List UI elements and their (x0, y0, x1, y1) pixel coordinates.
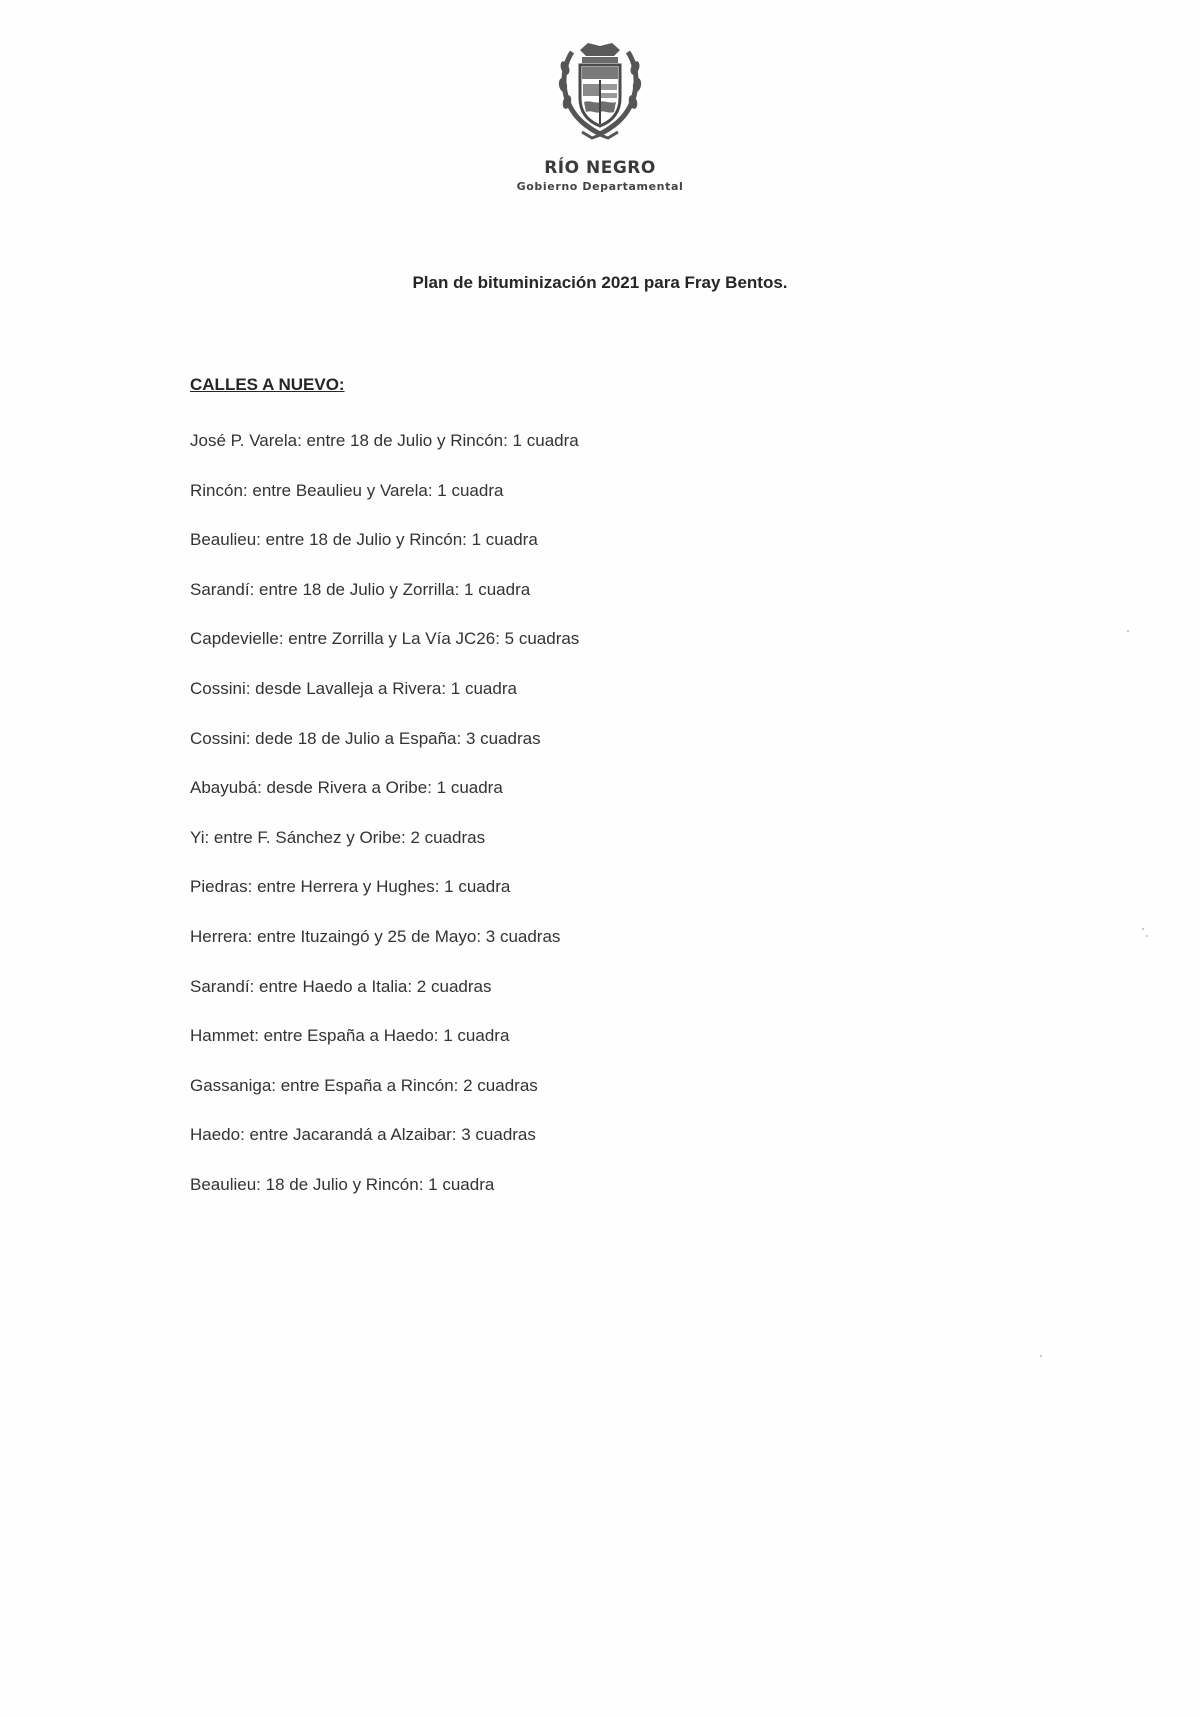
list-item: Beaulieu: entre 18 de Julio y Rincón: 1 cuadra (190, 530, 538, 550)
list-item: Yi: entre F. Sánchez y Oribe: 2 cuadras (190, 827, 486, 847)
street-list (190, 416, 579, 1210)
list-item: Abayubá: desde Rivera a Oribe: 1 cuadra (190, 778, 503, 798)
scan-speck (1040, 1355, 1042, 1357)
list-item: Gassaniga: entre España a Rincón: 2 cuadras (190, 1075, 538, 1095)
list-item: Sarandí: entre 18 de Julio y Zorrilla: 1 cuadra (190, 579, 531, 599)
scan-speck (1127, 630, 1129, 632)
scan-speck (1142, 928, 1144, 930)
list-item: Herrera: entre Ituzaingó y 25 de Mayo: 3 cuadras (190, 926, 561, 946)
org-name: RÍO NEGRO (544, 158, 656, 178)
document-title: Plan de bituminización 2021 para Fray Bentos. (412, 273, 788, 292)
list-item: Beaulieu: 18 de Julio y Rincón: 1 cuadra (190, 1174, 495, 1194)
list-item: Piedras: entre Herrera y Hughes: 1 cuadra (190, 877, 511, 897)
org-subtitle: Gobierno Departamental (516, 180, 684, 193)
scan-speck (1146, 935, 1148, 937)
section-heading: CALLES A NUEVO: (190, 375, 345, 394)
list-item: Rincón: entre Beaulieu y Varela: 1 cuadra (190, 480, 504, 500)
list-item: José P. Varela: entre 18 de Julio y Rincón: 1 cuadra (190, 431, 579, 450)
list-item: Sarandí: entre Haedo a Italia: 2 cuadras (190, 976, 492, 996)
letterhead (0, 40, 1200, 193)
list-item: Cossini: desde Lavalleja a Rivera: 1 cuadra (190, 678, 517, 698)
list-item: Hammet: entre España a Haedo: 1 cuadra (190, 1026, 510, 1046)
list-item: Capdevielle: entre Zorrilla y La Vía JC26: 5 cuadras (190, 629, 580, 649)
list-item: Haedo: entre Jacarandá a Alzaibar: 3 cuadras (190, 1125, 536, 1145)
list-item: Cossini: dede 18 de Julio a España: 3 cuadras (190, 728, 541, 748)
municipal-crest-icon (552, 40, 648, 146)
